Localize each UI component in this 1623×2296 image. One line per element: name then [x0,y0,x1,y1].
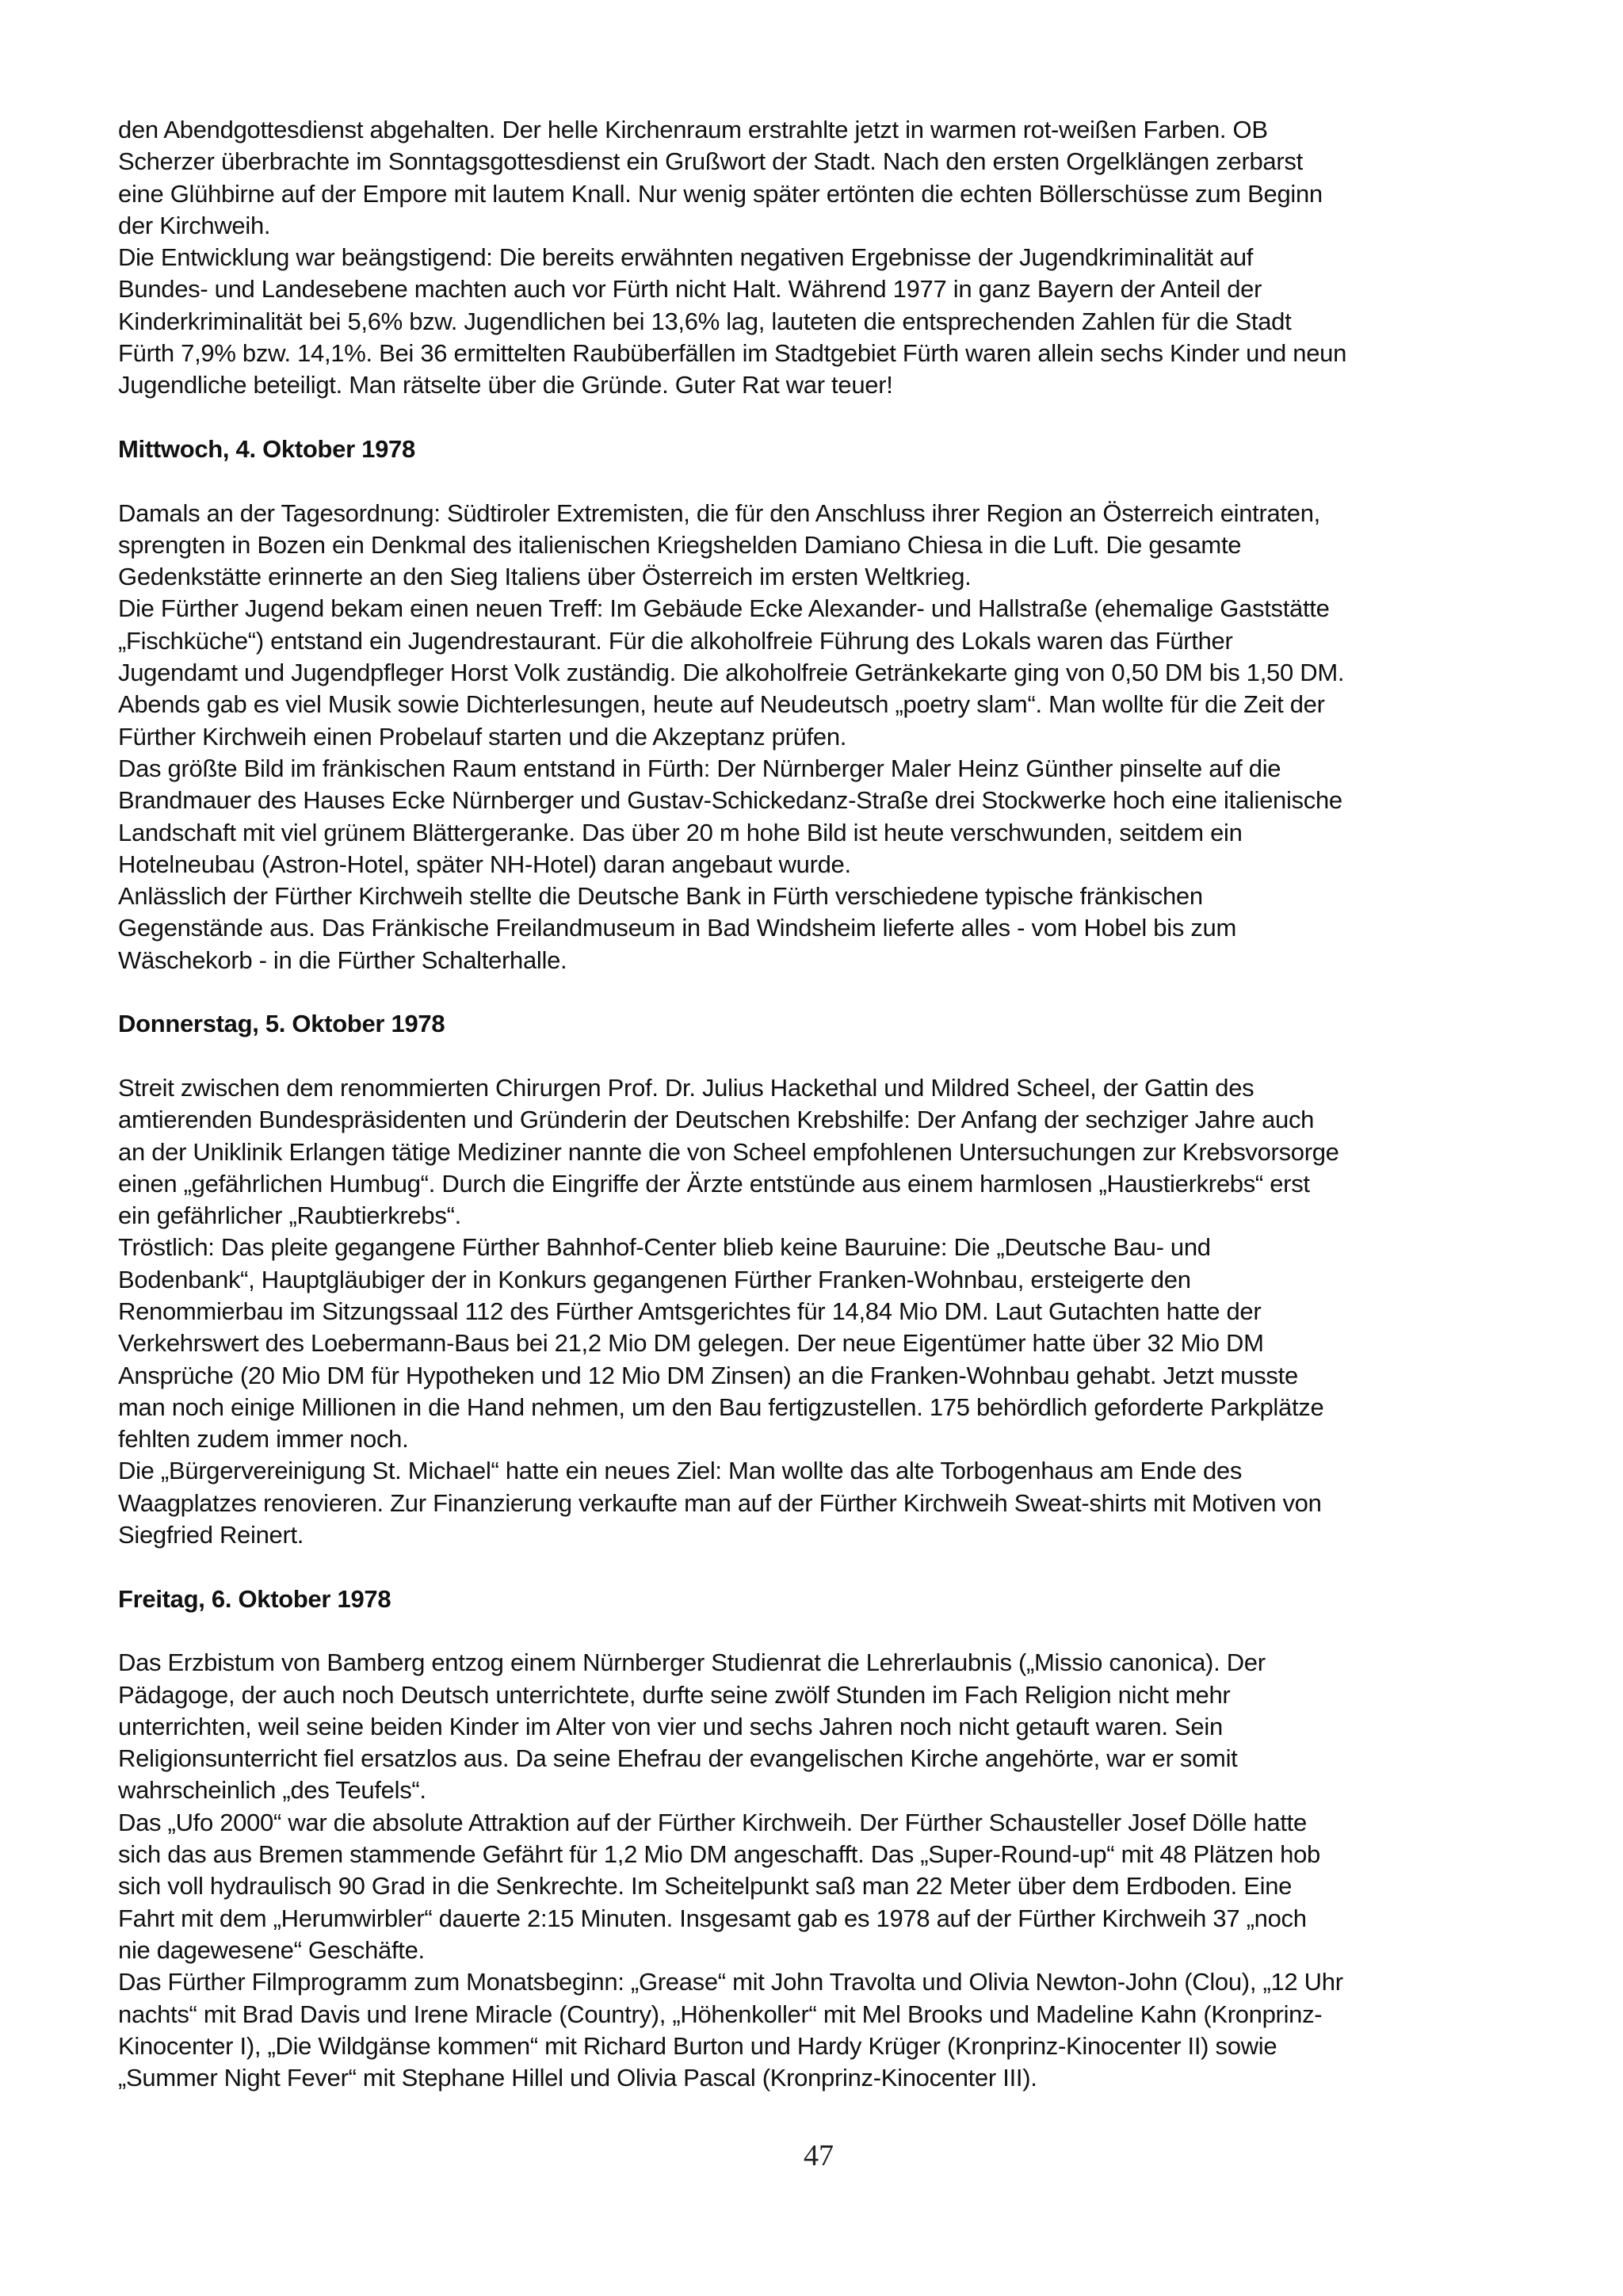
section-heading: Freitag, 6. Oktober 1978 [118,1584,391,1613]
text-line: nachts“ mit Brad Davis und Irene Miracle (Country), „Höhenkoller“ mit Mel Brooks und Madeline Kahn (Kronprinz- [118,2000,1323,2028]
text-line: sprengten in Bozen ein Denkmal des italienischen Kriegshelden Damiano Chiesa in die Luft. Die gesamte [118,530,1242,559]
text-line: Jugendamt und Jugendpfleger Horst Volk zuständig. Die alkoholfreie Getränkekarte ging von 0,50 DM bis 1,50 DM. [118,659,1345,687]
page-body [118,114,1537,2094]
paragraph [118,1232,1537,1455]
text-line: Die Entwicklung war beängstigend: Die bereits erwähnten negativen Ergebnisse der Jugendkriminalität auf [118,243,1254,272]
text-line: Das „Ufo 2000“ war die absolute Attraktion auf der Fürther Kirchweih. Der Fürther Schausteller Josef Dölle hatte [118,1808,1307,1836]
text-line: Kinderkriminalität bei 5,6% bzw. Jugendlichen bei 13,6% lag, lauteten die entsprechenden Zahlen für die Stadt [118,307,1292,335]
text-line: Fahrt mit dem „Herumwirbler“ dauerte 2:15 Minuten. Insgesamt gab es 1978 auf der Fürther Kirchweih 37 „noch [118,1904,1307,1932]
text-line: Verkehrswert des Loebermann-Baus bei 21,2 Mio DM gelegen. Der neue Eigentümer hatte über 32 Mio DM [118,1329,1264,1358]
text-line: der Kirchweih. [118,211,271,239]
paragraph [118,1807,1537,1966]
text-line: Kinocenter I), „Die Wildgänse kommen“ mit Richard Burton und Hardy Krüger (Kronprinz-Kinocenter II) sowie [118,2031,1277,2060]
text-line: Jugendliche beteiligt. Man rätselte über die Gründe. Guter Rat war teuer! [118,371,893,399]
text-line: Wäschekorb - in die Fürther Schalterhalle. [118,946,567,974]
text-line: amtierenden Bundespräsidenten und Gründerin der Deutschen Krebshilfe: Der Anfang der sechziger Jahre auch [118,1106,1315,1134]
spacer [118,976,1537,1008]
text-line: Das Erzbistum von Bamberg entzog einem Nürnberger Studienrat die Lehrerlaubnis („Missio canonica). Der [118,1648,1266,1677]
page-number: 47 [804,2139,834,2172]
text-line: Renommierbau im Sitzungssaal 112 des Fürther Amtsgerichtes für 14,84 Mio DM. Laut Gutachten hatte der [118,1297,1262,1325]
text-line: Tröstlich: Das pleite gegangene Fürther Bahnhof-Center blieb keine Bauruine: Die „Deutsche Bau- und [118,1233,1211,1262]
text-line: den Abendgottesdienst abgehalten. Der helle Kirchenraum erstrahlte jetzt in warmen rot-weißen Farben. OB [118,116,1268,143]
paragraph [118,1966,1537,2094]
text-line: „Fischküche“) entstand ein Jugendrestaurant. Für die alkoholfreie Führung des Lokals waren das Fürther [118,626,1233,655]
text-line: Fürth 7,9% bzw. 14,1%. Bei 36 ermittelten Raubüberfällen im Stadtgebiet Fürth waren allein sechs Kinder und neun [118,339,1347,368]
section-heading: Mittwoch, 4. Oktober 1978 [118,434,415,463]
text-line: Bodenbank“, Hauptgläubiger der in Konkurs gegangenen Fürther Franken-Wohnbau, ersteigerte den [118,1265,1191,1293]
text-line: Das Fürther Filmprogramm zum Monatsbeginn: „Grease“ mit John Travolta und Olivia Newton-John (Clou), „12 Uhr [118,1968,1343,1996]
text-line: Bundes- und Landesebene machten auch vor Fürth nicht Halt. Während 1977 in ganz Bayern der Anteil der [118,275,1262,304]
text-line: Abends gab es viel Musik sowie Dichterlesungen, heute auf Neudeutsch „poetry slam“. Man wollte für die Zeit der [118,690,1325,719]
text-line: Die „Bürgervereinigung St. Michael“ hatte ein neues Ziel: Man wollte das alte Torbogenhaus am Ende des [118,1457,1243,1485]
text-line: Anlässlich der Fürther Kirchweih stellte die Deutsche Bank in Fürth verschiedene typische fränkischen [118,882,1203,911]
text-line: ein gefährlicher „Raubtierkrebs“. [118,1201,461,1230]
text-line: Das größte Bild im fränkischen Raum entstand in Fürth: Der Nürnberger Maler Heinz Günther pinselte auf die [118,754,1281,782]
text-line: „Summer Night Fever“ mit Stephane Hillel und Olivia Pascal (Kronprinz-Kinocenter III). [118,2064,1037,2092]
spacer [118,1041,1537,1072]
text-line: wahrscheinlich „des Teufels“. [118,1776,426,1805]
text-line: Gegenstände aus. Das Fränkische Freilandmuseum in Bad Windsheim lieferte alles - vom Hobel bis zum [118,914,1237,942]
spacer [118,402,1537,434]
text-line: Brandmauer des Hauses Ecke Nürnberger und Gustav-Schickedanz-Straße drei Stockwerke hoch eine italienische [118,786,1342,815]
text-line: eine Glühbirne auf der Empore mit lautem Knall. Nur wenig später ertönten die echten Böllerschüsse zum Beginn [118,179,1323,208]
text-line: sich das aus Bremen stammende Gefährt für 1,2 Mio DM angeschafft. Das „Super-Round-up“ mit 48 Plätzen hob [118,1840,1320,1869]
section [118,402,1537,976]
paragraph [118,242,1537,401]
text-line: an der Uniklinik Erlangen tätige Mediziner nannte die von Scheel empfohlenen Untersuchungen zur Krebsvorsorge [118,1137,1339,1166]
text-line: Gedenkstätte erinnerte an den Sieg Italiens über Österreich im ersten Weltkrieg. [118,563,972,591]
text-line: Damals an der Tagesordnung: Südtiroler Extremisten, die für den Anschluss ihrer Region an Österreich eintraten, [118,499,1320,527]
paragraph [118,753,1537,881]
section [118,114,1537,402]
text-line: Landschaft mit viel grünem Blättergeranke. Das über 20 m hohe Bild ist heute verschwunden, seitdem ein [118,818,1243,846]
spacer [118,465,1537,497]
paragraph [118,881,1537,976]
paragraph [118,498,1537,594]
spacer [118,1551,1537,1583]
text-line: fehlten zudem immer noch. [118,1425,409,1454]
text-line: Ansprüche (20 Mio DM für Hypotheken und 12 Mio DM Zinsen) an die Franken-Wohnbau gehabt. Jetzt musste [118,1361,1298,1389]
text-line: man noch einige Millionen in die Hand nehmen, um den Bau fertigzustellen. 175 behördlich geforderte Parkplätze [118,1392,1324,1421]
paragraph [118,1072,1537,1232]
section-heading: Donnerstag, 5. Oktober 1978 [118,1010,445,1038]
paragraph [118,1455,1537,1551]
spacer [118,1615,1537,1647]
text-line: Streit zwischen dem renommierten Chirurgen Prof. Dr. Julius Hackethal und Mildred Scheel, der Gattin des [118,1073,1254,1102]
text-line: Hotelneubau (Astron-Hotel, später NH-Hotel) daran angebaut wurde. [118,850,851,878]
text-line: Waagplatzes renovieren. Zur Finanzierung verkaufte man auf der Fürther Kirchweih Sweat-shirts mit Motiven von [118,1488,1322,1517]
text-line: sich voll hydraulisch 90 Grad in die Senkrechte. Im Scheitelpunkt saß man 22 Meter über dem Erdboden. Eine [118,1872,1293,1901]
paragraph [118,114,1537,242]
text-line: Scherzer überbrachte im Sonntagsgottesdienst ein Grußwort der Stadt. Nach den ersten Orgelklängen zerbarst [118,147,1303,176]
text-line: einen „gefährlichen Humbug“. Durch die Eingriffe der Ärzte entstünde aus einem harmlosen „Haustierkrebs“ erst [118,1169,1310,1198]
text-line: Pädagoge, der auch noch Deutsch unterrichtete, durfte seine zwölf Stunden im Fach Religion nicht mehr [118,1680,1231,1709]
text-line: nie dagewesene“ Geschäfte. [118,1935,425,1964]
section [118,1551,1537,2094]
text-line: Religionsunterricht fiel ersatzlos aus. Da seine Ehefrau der evangelischen Kirche angehörte, war er somit [118,1744,1238,1773]
text-line: Siegfried Reinert. [118,1521,304,1549]
text-line: unterrichten, weil seine beiden Kinder im Alter von vier und sechs Jahren noch nicht getauft waren. Sein [118,1712,1223,1740]
paragraph [118,1647,1537,1806]
paragraph [118,593,1537,752]
section [118,976,1537,1551]
text-line: Die Fürther Jugend bekam einen neuen Treff: Im Gebäude Ecke Alexander- und Hallstraße (ehemalige Gaststätte [118,594,1330,623]
text-line: Fürther Kirchweih einen Probelauf starten und die Akzeptanz prüfen. [118,722,847,751]
